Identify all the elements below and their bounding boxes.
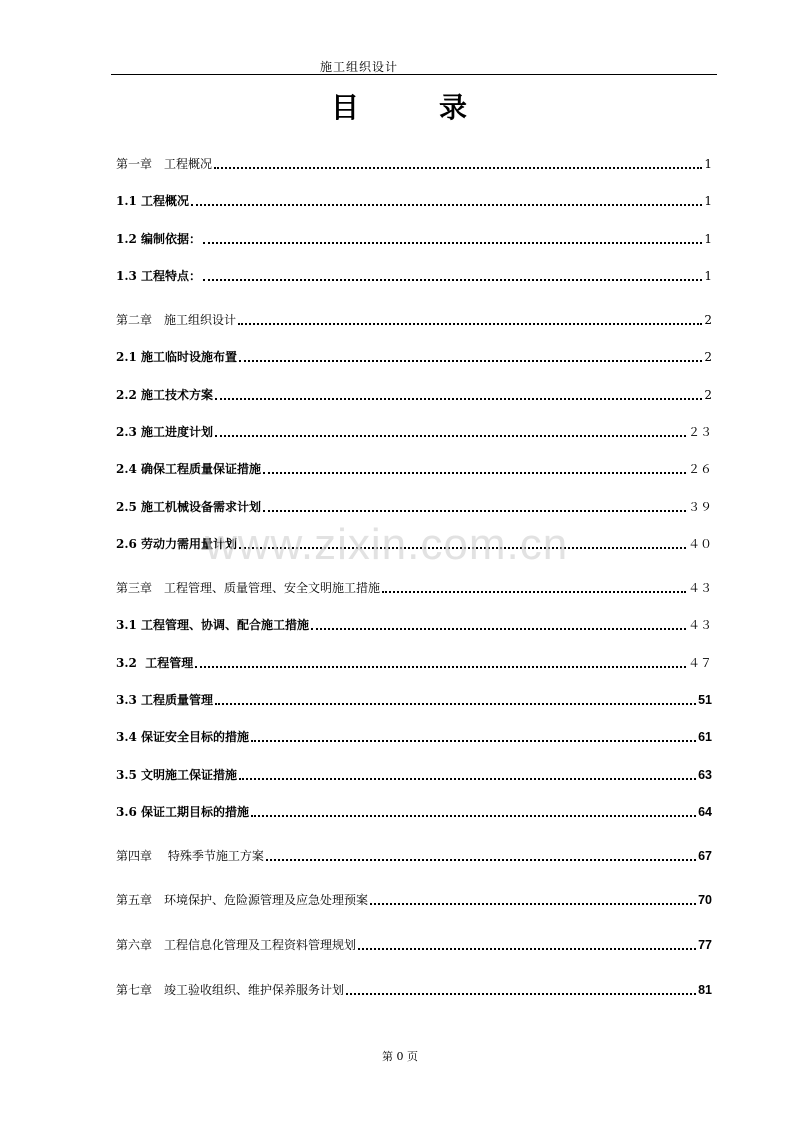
toc-dot-leader [214,167,702,169]
toc-dot-leader [346,993,696,995]
toc-entry[interactable] [116,343,712,365]
toc-dot-leader [251,815,696,817]
toc-entry-page: 1 [704,269,712,283]
toc-dot-leader [266,859,696,861]
toc-entry-label: 2.6 劳动力需用量计划 [116,537,238,551]
toc-entry[interactable] [116,150,712,172]
toc-dot-leader [191,204,702,206]
toc-entry[interactable] [116,530,712,552]
toc-entry-label: 3.6 保证工期目标的措施 [116,805,250,819]
toc-entry-label: 第五章 环境保护、危险源管理及应急处理预案 [116,893,369,907]
page-footer: 第 0 页 [382,1050,418,1063]
toc-entry-label: 1.1 工程概况 [116,194,190,208]
toc-entry-page: 77 [698,938,712,952]
toc-entry[interactable] [116,886,712,908]
toc-entry[interactable] [116,842,712,864]
toc-entry[interactable] [116,225,712,247]
toc-entry[interactable] [116,493,712,515]
toc-entry-page: 1 [704,157,712,171]
toc-entry-label: 第六章 工程信息化管理及工程资料管理规划 [116,938,357,952]
toc-entry[interactable] [116,381,712,403]
toc-entry-page: 61 [698,730,712,744]
toc-entry-page: 67 [698,849,712,863]
toc-entry-label: 2.2 施工技术方案 [116,388,214,402]
page-header-title: 施工组织设计 [320,60,399,74]
toc-entry-page: ４３ [687,618,712,632]
toc-dot-leader [239,778,696,780]
toc-entry-page: 2 [704,313,712,327]
watermark: www.zixin.com.cn [205,520,569,569]
toc-entry-label: 3.4 保证安全目标的措施 [116,730,250,744]
toc-dot-leader [311,628,686,630]
toc-entry-label: 2.4 确保工程质量保证措施 [116,462,262,476]
toc-dot-leader [263,472,686,474]
toc-entry-label: 第一章 工程概况 [116,157,213,171]
toc-dot-leader [239,360,702,362]
toc-entry-page: 1 [704,194,712,208]
toc-dot-leader [251,740,696,742]
toc-entry-label: 3.5 文明施工保证措施 [116,768,238,782]
toc-title-char-1: 目 [330,91,361,124]
toc-entry[interactable] [116,611,712,633]
toc-dot-leader [238,323,702,325]
toc-entry-label: 3.3 工程质量管理 [116,693,214,707]
toc-entry-page: 81 [698,983,712,997]
toc-entry-label: 第七章 竣工验收组织、维护保养服务计划 [116,983,345,997]
toc-entry[interactable] [116,306,712,328]
toc-title-char-2: 录 [439,91,470,124]
toc-entry-label: 1.3 工程特点： [116,269,202,283]
toc-entry[interactable] [116,931,712,953]
toc-entry[interactable] [116,649,712,671]
toc-entry-page: ４０ [687,537,712,551]
toc-entry[interactable] [116,418,712,440]
toc-entry-page: 70 [698,893,712,907]
toc-entry-page: 63 [698,768,712,782]
toc-dot-leader [203,242,702,244]
toc-dot-leader [263,510,686,512]
toc-dot-leader [203,279,702,281]
header-rule [111,74,717,75]
toc-entry[interactable] [116,262,712,284]
toc-dot-leader [215,703,696,705]
toc-entry[interactable] [116,686,712,708]
toc-dot-leader [358,948,696,950]
toc-entry[interactable] [116,723,712,745]
toc-title [0,88,800,128]
toc-entry-label: 第四章 特殊季节施工方案 [116,849,264,863]
toc-dot-leader [215,435,686,437]
toc-entry-label: 2.5 施工机械设备需求计划 [116,500,262,514]
toc-entry-page: 2 [704,388,712,402]
toc-entry[interactable] [116,574,712,596]
toc-entry-label: 1.2 编制依据： [116,232,202,246]
toc-entry[interactable] [116,798,712,820]
toc-entry[interactable] [116,455,712,477]
toc-entry-label: 3.2 工程管理 [116,656,194,670]
toc-entry-label: 2.1 施工临时设施布置 [116,350,238,364]
toc-dot-leader [382,591,686,593]
toc-dot-leader [239,547,686,549]
toc-entry-page: 2 [704,350,712,364]
toc-entry-label: 第二章 施工组织设计 [116,313,237,327]
toc-dot-leader [195,666,686,668]
toc-entry-label: 2.3 施工进度计划 [116,425,214,439]
toc-entry[interactable] [116,187,712,209]
toc-entry-label: 第三章 工程管理、质量管理、安全文明施工措施 [116,581,381,595]
toc-entry-page: 1 [704,232,712,246]
toc-entry-page: ４７ [687,656,712,670]
toc-entry-page: ４３ [687,581,712,595]
toc-entry-page: ２６ [687,462,712,476]
toc-dot-leader [370,903,696,905]
toc-dot-leader [215,398,702,400]
toc-entry[interactable] [116,976,712,998]
toc-entry[interactable] [116,761,712,783]
toc-entry-page: ２３ [687,425,712,439]
toc-entry-page: 64 [698,805,712,819]
toc-entry-page: 51 [698,693,712,707]
toc-entry-page: ３９ [687,500,712,514]
toc-entry-label: 3.1 工程管理、协调、配合施工措施 [116,618,310,632]
